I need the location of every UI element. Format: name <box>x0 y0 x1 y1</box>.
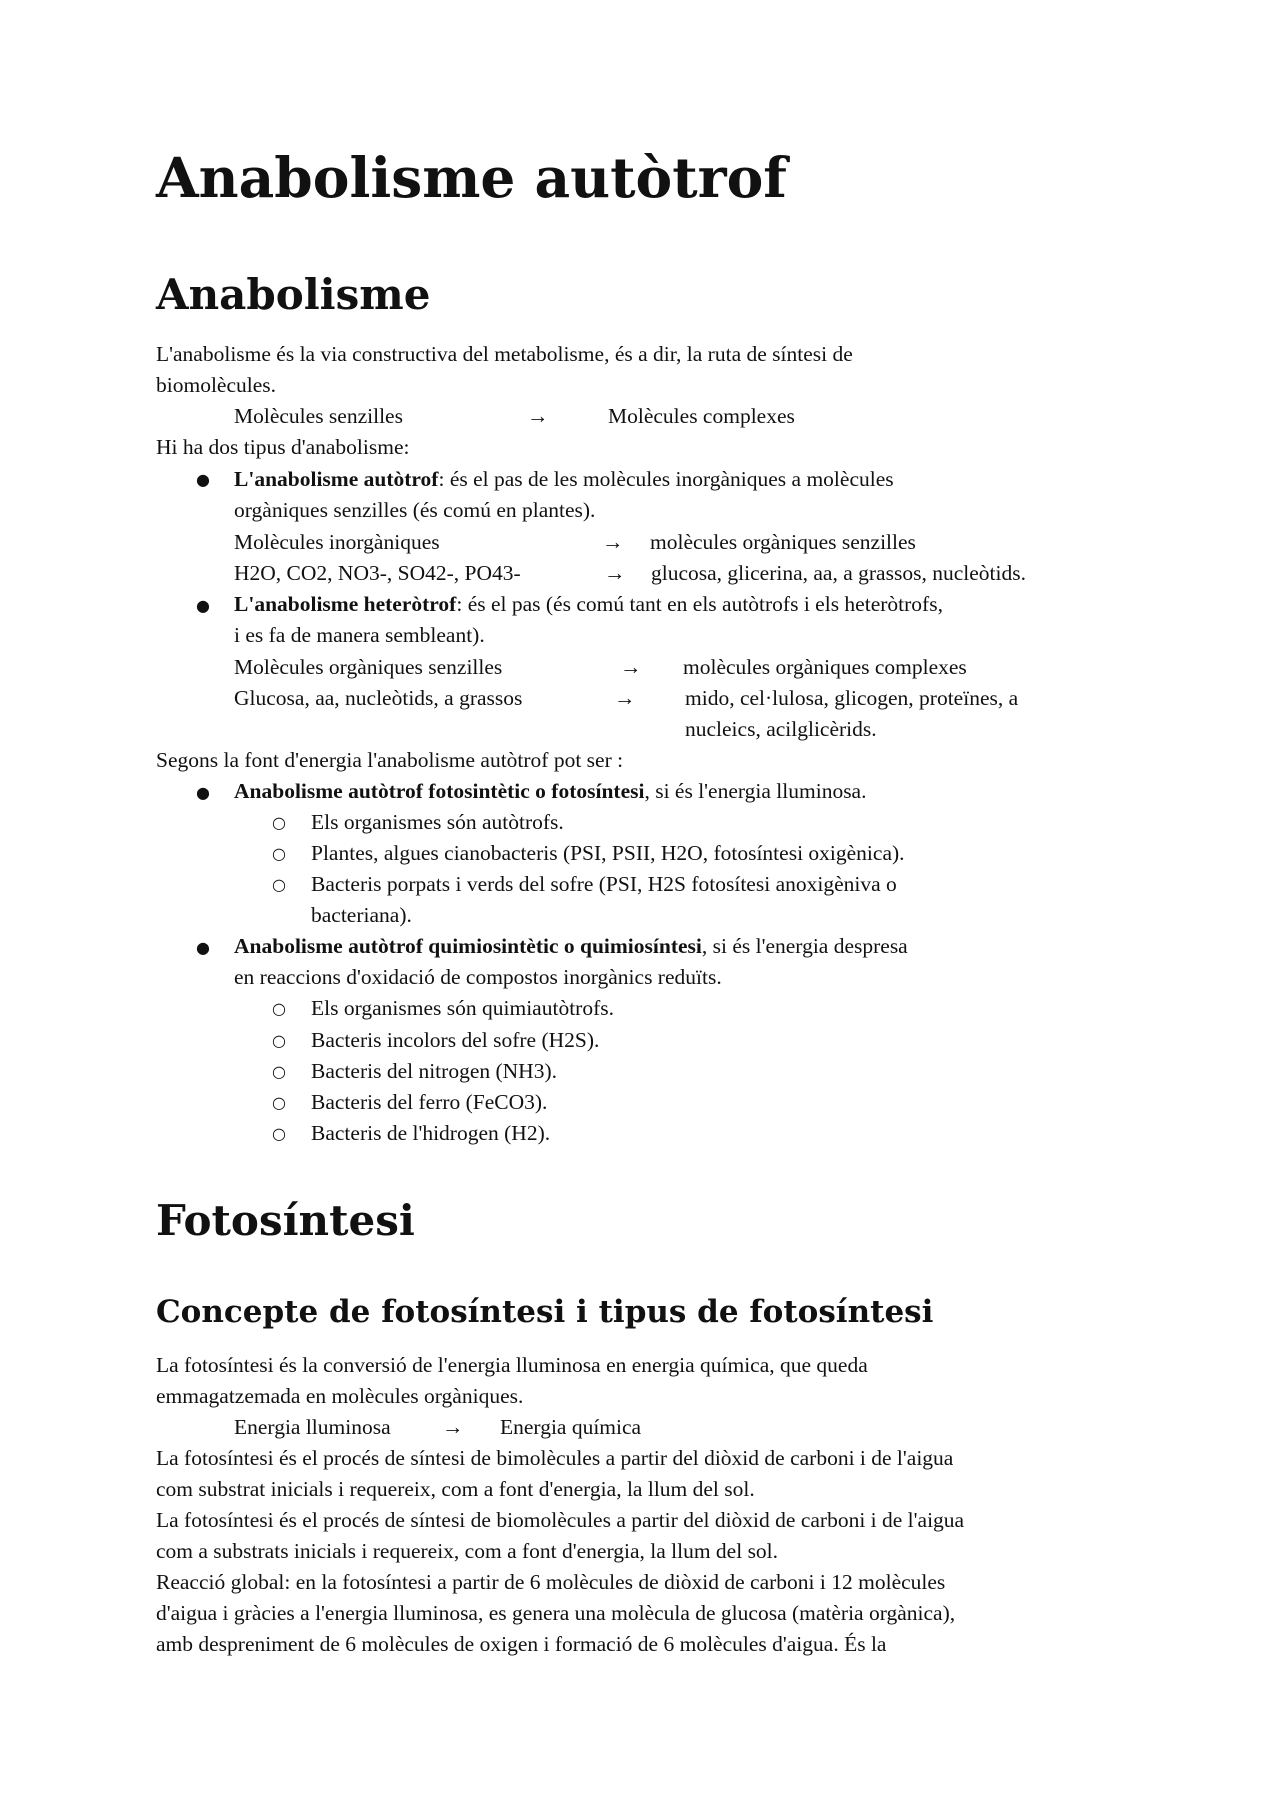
circle-bullet-icon: ○ <box>272 1093 286 1112</box>
arrow-icon: → <box>614 686 636 710</box>
energy-equation-left: Energia lluminosa <box>234 1415 391 1439</box>
heterotrof-eq2-left: Glucosa, aa, nucleòtids, a grassos <box>234 686 523 710</box>
page-title: Anabolisme autòtrof <box>156 145 787 210</box>
list-item-heterotrof <box>234 594 943 616</box>
section-heading-anabolisme: Anabolisme <box>156 270 431 319</box>
paragraph-3-line-2: com a substrats inicials i requereix, com a font d'energia, la llum del sol. <box>156 1539 779 1563</box>
arrow-icon: → <box>602 530 624 554</box>
fotosintetic-description: , si és l'energia lluminosa. <box>644 779 867 803</box>
paragraph-1-line-2: emmagatzemada en molècules orgàniques. <box>156 1384 524 1408</box>
sub-list-item: Bacteris del nitrogen (NH3). <box>311 1059 557 1083</box>
bullet-icon: ● <box>196 783 210 802</box>
quimiosintetic-description-line-2: en reaccions d'oxidació de compostos inorgànics reduïts. <box>234 965 722 989</box>
sub-list-item: Plantes, algues cianobacteris (PSI, PSII, H2O, fotosíntesi oxigènica). <box>311 841 905 865</box>
bullet-icon: ● <box>196 596 210 615</box>
paragraph-4-line-1: Reacció global: en la fotosíntesi a partir de 6 molècules de diòxid de carboni i 12 molècules <box>156 1570 946 1594</box>
autotrof-description: : és el pas de les molècules inorgàniques a molècules <box>438 467 894 491</box>
term-heterotrof: L'anabolisme heteròtrof <box>234 592 457 616</box>
circle-bullet-icon: ○ <box>272 813 286 832</box>
autotrof-eq2-right: glucosa, glicerina, aa, a grassos, nucleòtids. <box>651 561 1026 585</box>
heterotrof-eq1-left: Molècules orgàniques senzilles <box>234 655 503 679</box>
energy-intro: Segons la font d'energia l'anabolisme autòtrof pot ser : <box>156 748 624 772</box>
term-fotosintetic: Anabolisme autòtrof fotosintètic o fotosíntesi <box>234 779 645 803</box>
quimiosintetic-description: , si és l'energia despresa <box>701 934 908 958</box>
bullet-icon: ● <box>196 470 210 489</box>
autotrof-eq1-right: molècules orgàniques senzilles <box>650 530 916 554</box>
equation-left: Molècules senzilles <box>234 404 403 428</box>
paragraph-4-line-2: d'aigua i gràcies a l'energia lluminosa, es genera una molècula de glucosa (matèria orgànica), <box>156 1601 956 1625</box>
autotrof-description-line-2: orgàniques senzilles (és comú en plantes). <box>234 498 596 522</box>
paragraph-3-line-1: La fotosíntesi és el procés de síntesi de biomolècules a partir del diòxid de carboni i de l'aigua <box>156 1508 965 1532</box>
circle-bullet-icon: ○ <box>272 844 286 863</box>
paragraph-2-line-2: com substrat inicials i requereix, com a font d'energia, la llum del sol. <box>156 1477 755 1501</box>
list-item-autotrof <box>234 469 894 491</box>
heterotrof-eq2-right-line-1: mido, cel·lulosa, glicogen, proteïnes, a <box>685 686 1019 710</box>
types-intro: Hi ha dos tipus d'anabolisme: <box>156 435 410 459</box>
sub-list-item: Bacteris del ferro (FeCO3). <box>311 1090 548 1114</box>
paragraph-2-line-1: La fotosíntesi és el procés de síntesi de bimolècules a partir del diòxid de carboni i de l'aigua <box>156 1446 954 1470</box>
heterotrof-description: : és el pas (és comú tant en els autòtrofs i els heteròtrofs, <box>456 592 943 616</box>
energy-equation-right: Energia química <box>500 1415 642 1439</box>
arrow-icon: → <box>442 1415 464 1439</box>
list-item-quimiosintetic <box>234 936 908 958</box>
paragraph-1-line-1: La fotosíntesi és la conversió de l'energia lluminosa en energia química, que queda <box>156 1353 868 1377</box>
circle-bullet-icon: ○ <box>272 875 286 894</box>
arrow-icon: → <box>620 655 642 679</box>
subsection-heading: Concepte de fotosíntesi i tipus de fotosíntesi <box>156 1294 934 1330</box>
circle-bullet-icon: ○ <box>272 999 286 1018</box>
autotrof-eq1-left: Molècules inorgàniques <box>234 530 440 554</box>
autotrof-eq2-left: H2O, CO2, NO3-, SO42-, PO43- <box>234 561 521 585</box>
paragraph-4-line-3: amb despreniment de 6 molècules de oxigen i formació de 6 molècules d'aigua. És la <box>156 1632 887 1656</box>
sub-list-item-continuation: bacteriana). <box>311 903 412 927</box>
bullet-icon: ● <box>196 938 210 957</box>
circle-bullet-icon: ○ <box>272 1124 286 1143</box>
circle-bullet-icon: ○ <box>272 1062 286 1081</box>
term-quimiosintetic: Anabolisme autòtrof quimiosintètic o quimiosíntesi <box>234 934 702 958</box>
intro-line-1: L'anabolisme és la via constructiva del metabolisme, és a dir, la ruta de síntesi de <box>156 342 853 366</box>
sub-list-item: Bacteris de l'hidrogen (H2). <box>311 1121 551 1145</box>
heterotrof-eq1-right: molècules orgàniques complexes <box>683 655 967 679</box>
sub-list-item: Bacteris incolors del sofre (H2S). <box>311 1028 600 1052</box>
heterotrof-eq2-right-line-2: nucleics, acilglicèrids. <box>685 717 877 741</box>
heterotrof-description-line-2: i es fa de manera sembleant). <box>234 623 485 647</box>
list-item-fotosintetic <box>234 781 866 803</box>
sub-list-item: Els organismes són quimiautòtrofs. <box>311 996 614 1020</box>
circle-bullet-icon: ○ <box>272 1031 286 1050</box>
term-autotrof: L'anabolisme autòtrof <box>234 467 439 491</box>
arrow-icon: → <box>604 561 626 585</box>
arrow-icon: → <box>527 404 549 428</box>
sub-list-item: Els organismes són autòtrofs. <box>311 810 564 834</box>
sub-list-item: Bacteris porpats i verds del sofre (PSI, H2S fotosítesi anoxigèniva o <box>311 872 897 896</box>
equation-right: Molècules complexes <box>608 404 795 428</box>
intro-line-2: biomolècules. <box>156 373 277 397</box>
section-heading-fotosintesi: Fotosíntesi <box>156 1196 415 1245</box>
